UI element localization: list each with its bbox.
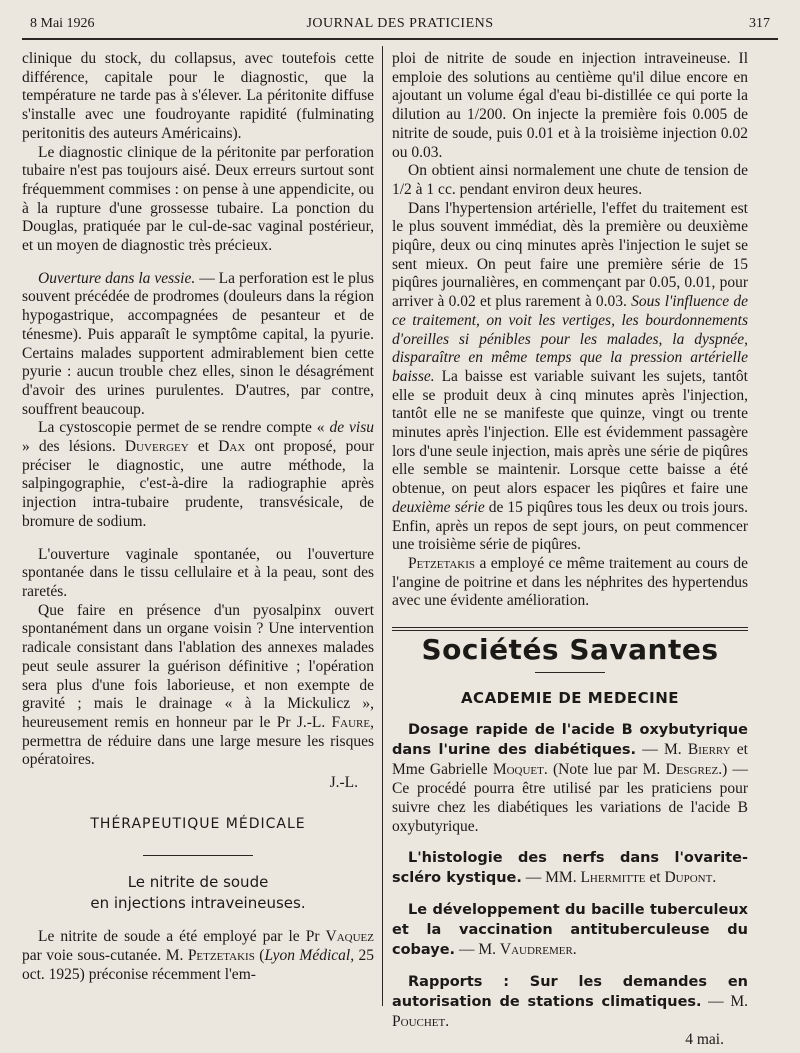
paragraph: Dans l'hypertension artérielle, l'effet du traitement est le plus souvent immédiat, dès la première ou deuxième piqûre, deux ou cinq minutes après l'injection le sujet se sent mieux. On peut faire une première série de 15 piqûres journalières, en commençant par 0.05, 0.01, pour arriver à 0.02 et plus rarement à 0.03. Sous l'influence de ce traitement, on voit les vertiges, les bourdonnements d'oreilles si pénibles pour les malades, la dyspnée, disparaître en même temps que la pression artérielle baisse. La baisse est variable suivant les sujets, tantôt elle se produit deux à cinq minutes après l'injection, tantôt elle ne se manifeste que quinze, vingt ou trente minutes après l'injection. Elle est évidemment passagère lors d'une seule injection, mais après une série de piqûres elle semble se maintenir. Lorsque cette baisse a été obtenue, on peut alors espacer les piqûres et faire une deuxième série de 15 piqûres tous les deux ou trois jours. Enfin, après un repos de sept jours, on peut commencer une troisième série de piqûres.	[392, 199, 748, 554]
paragraph: L'ouverture vaginale spontanée, ou l'ouverture spontanée dans le tissu cellulaire et à la peau, sont des raretés.	[22, 545, 374, 600]
paragraph: Le diagnostic clinique de la péritonite par perforation tubaire n'est pas toujours aisé. Deux erreurs surtout sont fréquemment commises : on pense à une appendicite, ou à la rupture d'une grossesse tubaire. La ponction du Douglas, pratiquée par le cul-de-sac vaginal postérieur, et un moyen de diagnostic très précieux.	[22, 143, 374, 255]
page-header	[30, 14, 770, 38]
right-column	[392, 50, 748, 1049]
issue-date: 8 Mai 1926	[30, 16, 95, 31]
paragraph: clinique du stock, du collapsus, avec toutefois cette différence, capitale pour le diagnostic, que la température ne tarde pas à s'élever. La péritonite diffuse s'installe avec une foudroyante rapidité (fulminating peritonitis des auteurs Américains).	[22, 50, 374, 142]
paragraph: On obtient ainsi normalement une chute de tension de 1/2 à 1 cc. pendant environ deux heures.	[392, 162, 748, 198]
academy-heading: ACADEMIE DE MEDECINE	[460, 688, 680, 707]
title-rule	[535, 672, 605, 673]
list-item: Le développement du bacille tuberculeux et la vaccination antituberculeuse du cobaye. — M. Vaudremer.	[392, 901, 748, 958]
session-date: 4 mai.	[685, 1030, 724, 1048]
paragraph: Que faire en présence d'un pyosalpinx ouvert spontanément dans un organe voisin ? Une intervention radicale consistant dans l'ablation des annexes malades peut seule assurer la guérison définitive ; l'opération sera plus d'une fois laborieuse, et non exempte de gravité ; mais le drainage « à la Mickulicz », heureusement remis en honneur par le Pr J.-L. Faure, permettra de réduire dans une large mesure les risques opératoires.	[22, 601, 374, 769]
paragraph: La cystoscopie permet de se rendre compte « de visu » des lésions. Duvergey et Dax ont proposé, pour préciser le diagnostic, une autre méthode, la salpingographie, c'est-à-dire la radiographie après injection intra-tubaire prudente, transvésicale, de bromure de sodium.	[22, 419, 375, 530]
section-heading: THÉRAPEUTIQUE MÉDICALE	[90, 815, 306, 832]
journal-title: JOURNAL DES PRATICIENS	[306, 16, 494, 31]
list-item: Dosage rapide de l'acide B oxybutyrique dans l'urine des diabétiques. — M. Bierry et Mme Gabrielle Moquet. (Note lue par M. Desgrez.) — Ce procédé pourra être utilisé par les praticiens pour suivre chez les diabétiques les variations de l'acide B oxybutyrique.	[392, 721, 748, 835]
section-rule	[392, 627, 748, 631]
column-divider	[382, 46, 383, 1006]
section-rule	[143, 855, 253, 856]
paragraph: Le nitrite de soude a été employé par le Pr Vaquez par voie sous-cutanée. M. Petzetakis (Lyon Médical, 25 oct. 1925) préconise récemment l'em-	[22, 928, 375, 983]
signature: J.-L.	[329, 774, 358, 792]
left-column	[22, 50, 374, 985]
page-number: 317	[749, 16, 770, 31]
paragraph: ploi de nitrite de soude en injection intraveineuse. Il emploie des solutions au centième qu'il dilue encore en ajoutant un volume égal d'eau bi-distillée ce qui porte la dilution au 1/200. On injecte la première fois 0.005 de nitrite de soude, puis 0.01 et à la troisième injection 0.02 ou 0.03.	[392, 50, 748, 161]
paragraph: Ouverture dans la vessie. — La perforation est le plus souvent précédée de prodromes (douleurs dans la région hypogastrique, accompagnées de pesanteur et de ténesme). Puis apparaît le symptôme capital, la pyurie. Certains malades supportent admirablement bien cette pyurie : aucun trouble chez elles, sinon le désagrément d'avoir des urines purulentes. D'autres, par contre, souffrent beaucoup.	[22, 269, 374, 418]
article-title: Le nitrite de soude en injections intraveineuses.	[90, 873, 306, 913]
paragraph: Petzetakis a employé ce même traitement au cours de l'angine de poitrine et dans les néphrites des hypertendus avec une évidente amélioration.	[392, 554, 748, 610]
list-item: Rapports : Sur les demandes en autorisation de stations climatiques. — M. Pouchet.	[392, 973, 748, 1030]
list-item: L'histologie des nerfs dans l'ovarite-scléro kystique. — MM. Lhermitte et Dupont.	[392, 849, 748, 886]
header-rule	[22, 38, 778, 40]
section-heading: Sociétés Savantes	[421, 633, 719, 667]
